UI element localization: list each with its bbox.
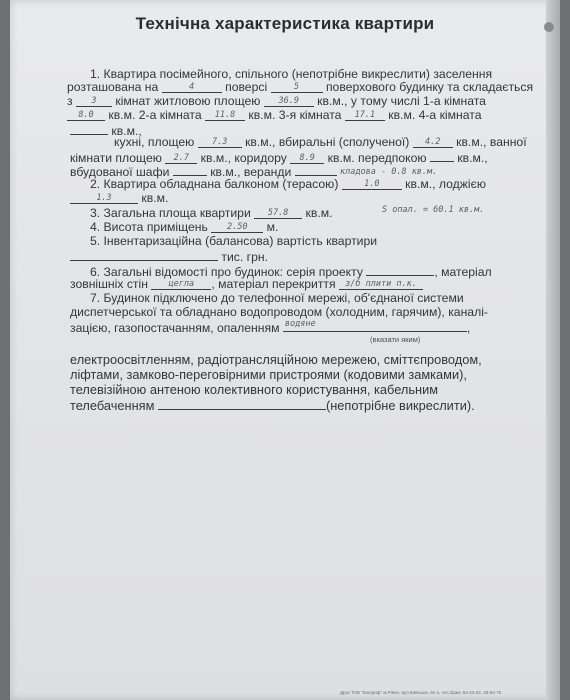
series-field (366, 263, 434, 276)
heating-line: зацією, газопостачанням, опаленням водяне , (70, 319, 471, 335)
storage-note: кладова - 0.8 кв.м. (340, 167, 438, 177)
total-area-line: 3. Загальна площа квартири 57.8 кв.м. (90, 206, 333, 220)
hallway-field (430, 149, 454, 162)
room4-field (70, 122, 108, 135)
utilities-line-1: диспетчерської та обладнано водопроводом (холодним, гарячим), каналі- (70, 305, 488, 319)
rooms-line: з 3 кімнат житловою площею 36.9 кв.м., у тому числі 1-а кімната (67, 94, 486, 108)
kitchen-field: 7.3 (198, 135, 242, 148)
total-area-field: 57.8 (254, 206, 302, 219)
loggia-field: 1.3 (70, 191, 138, 204)
balcony-line: 2. Квартира обладнана балконом (терасою) 1.0 кв.м., лоджією (90, 177, 486, 191)
value-line: 5. Інвентаризаційна (балансова) вартість квартири (90, 234, 378, 248)
corridor-field: 8.9 (290, 151, 324, 164)
heated-area-note: S опал. = 60.1 кв.м. (382, 205, 485, 215)
living-area-field: 36.9 (264, 94, 314, 107)
floor-line: розташована на 4 поверсі 5 поверхового будинку та складається (67, 80, 534, 94)
wardrobe-line: вбудованої шафи кв.м., веранди кладова - 0.8 кв.м. (70, 165, 438, 179)
document-page (10, 0, 560, 700)
height-field: 2.50 (211, 220, 263, 233)
balcony-field: 1.0 (342, 177, 402, 190)
item-7-line: 7. Будинок підключено до телефонної мережі, об'єднаної системи (90, 291, 464, 305)
printer-imprint: Друк ТОВ "Біоприф" м.Рівне, вул.Київська, 84 а, тел./факс 64-24-22, 28-64-75 (340, 690, 502, 695)
utilities-line-4: телевізійною антеною колективного користування, кабельним (70, 382, 439, 397)
walls-line: зовнішніх стін цегла , матеріал перекриття з/б плити п.к. (70, 277, 423, 292)
value-field (70, 248, 218, 261)
rooms-field: 3 (76, 94, 112, 107)
building-series-line: 6. Загальні відомості про будинок: серія проекту , матеріал (90, 265, 492, 279)
item-1-line: 1. Квартира посімейного, спільного (непотрібне викреслити) заселення (90, 67, 493, 81)
utilities-line-2: електроосвітленням, радіотрансляційною мережею, сміттєпроводом, (70, 352, 482, 367)
page-edge (546, 0, 560, 700)
floor-material-field: з/б плити п.к. (339, 277, 423, 290)
value-amount-line: тис. грн. (70, 248, 268, 265)
walls-field: цегла (151, 277, 211, 290)
height-line: 4. Висота приміщень 2.50 м. (90, 220, 279, 234)
document-title: Технічна характеристика квартири (135, 14, 435, 33)
bath-field: 2.7 (165, 151, 197, 164)
room4-line: кв.м., (70, 122, 142, 139)
bath-line: кімнати площею 2.7 кв.м., коридору 8.9 кв.м. передпокою кв.м., (70, 151, 488, 165)
room3-field: 17.1 (345, 108, 385, 121)
veranda-field (295, 163, 337, 176)
utilities-line-3: ліфтами, замково-переговірними пристроями (кодовими замками), (70, 367, 467, 382)
heating-hint: (вказати яким) (370, 335, 421, 344)
kitchen-line: кухні, площею 7.3 кв.м., вбиральні (сполученої) 4.2 кв.м., ванної (114, 135, 527, 149)
utilities-line-5: телебаченням (непотрібне викреслити). (70, 398, 475, 413)
wc-field: 4.2 (413, 135, 453, 148)
room1-field: 8.0 (67, 108, 105, 121)
floor-field: 4 (162, 80, 222, 93)
room2-field: 11.8 (205, 108, 245, 121)
heating-field: водяне (283, 319, 467, 332)
cable-tv-field (158, 397, 326, 410)
loggia-line: 1.3 кв.м. (70, 191, 168, 206)
floors-total-field: 5 (271, 80, 323, 93)
rooms-areas-line: 8.0 кв.м. 2-а кімната 11.8 кв.м. 3-я кімната 17.1 кв.м. 4-а кімната (67, 108, 481, 123)
wardrobe-field (173, 163, 207, 176)
